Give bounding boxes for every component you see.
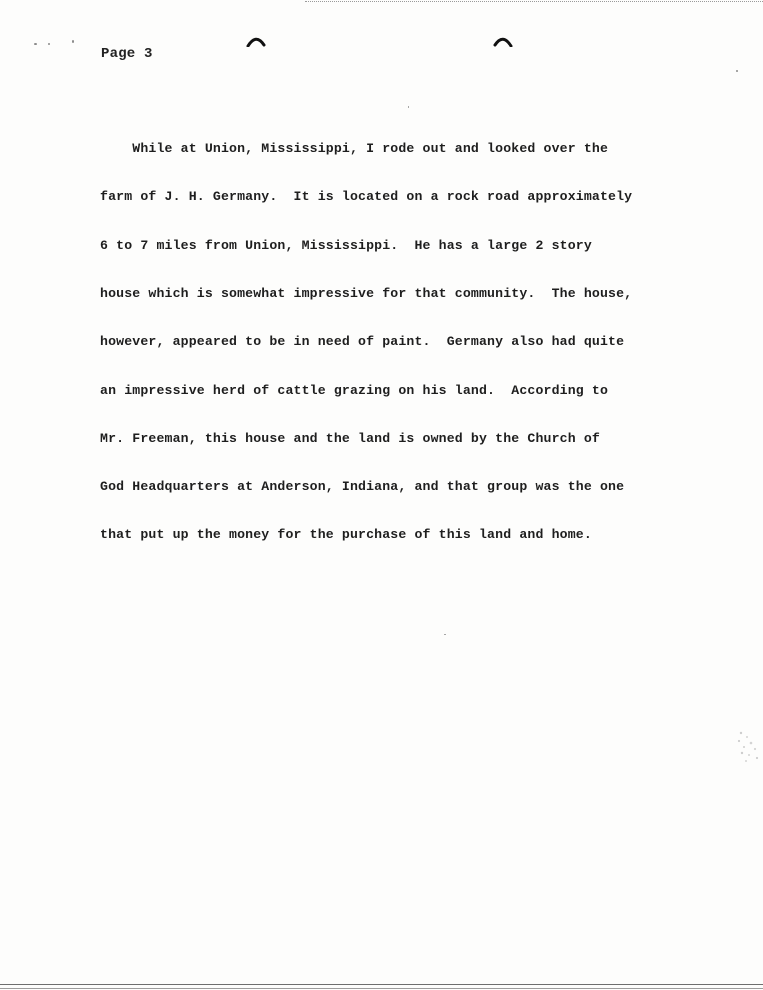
- scan-speck: [72, 40, 74, 43]
- paragraph-line: 6 to 7 miles from Union, Mississippi. He has a large 2 story: [100, 237, 592, 253]
- paragraph-line: farm of J. H. Germany. It is located on a rock road approximately: [100, 189, 633, 205]
- paragraph-line: God Headquarters at Anderson, Indiana, and that group was the one: [100, 479, 625, 495]
- bottom-edge-line: [0, 988, 763, 989]
- scan-speck: [34, 43, 37, 45]
- paragraph-line: Mr. Freeman, this house and the land is owned by the Church of: [100, 430, 600, 446]
- body-paragraph: [100, 109, 720, 576]
- paragraph-line: however, appeared to be in need of paint. Germany also had quite: [100, 334, 625, 350]
- paragraph-line: that put up the money for the purchase of this land and home.: [100, 527, 592, 543]
- paragraph-line: house which is somewhat impressive for that community. The house,: [100, 286, 633, 302]
- scan-smudge: [733, 727, 761, 767]
- binder-hole-mark-left: [246, 35, 266, 47]
- top-edge-perforation: [305, 1, 763, 2]
- scan-speck: [48, 43, 50, 45]
- paragraph-line: While at Union, Mississippi, I rode out and looked over the: [100, 141, 609, 157]
- page-number: Page 3: [101, 46, 153, 62]
- bottom-edge-line: [0, 984, 763, 985]
- paragraph-line: an impressive herd of cattle grazing on his land. According to: [100, 382, 609, 398]
- scan-speck: [736, 70, 738, 72]
- binder-hole-mark-right: [493, 35, 513, 47]
- scan-speck: [444, 634, 446, 635]
- scan-speck: [408, 106, 409, 108]
